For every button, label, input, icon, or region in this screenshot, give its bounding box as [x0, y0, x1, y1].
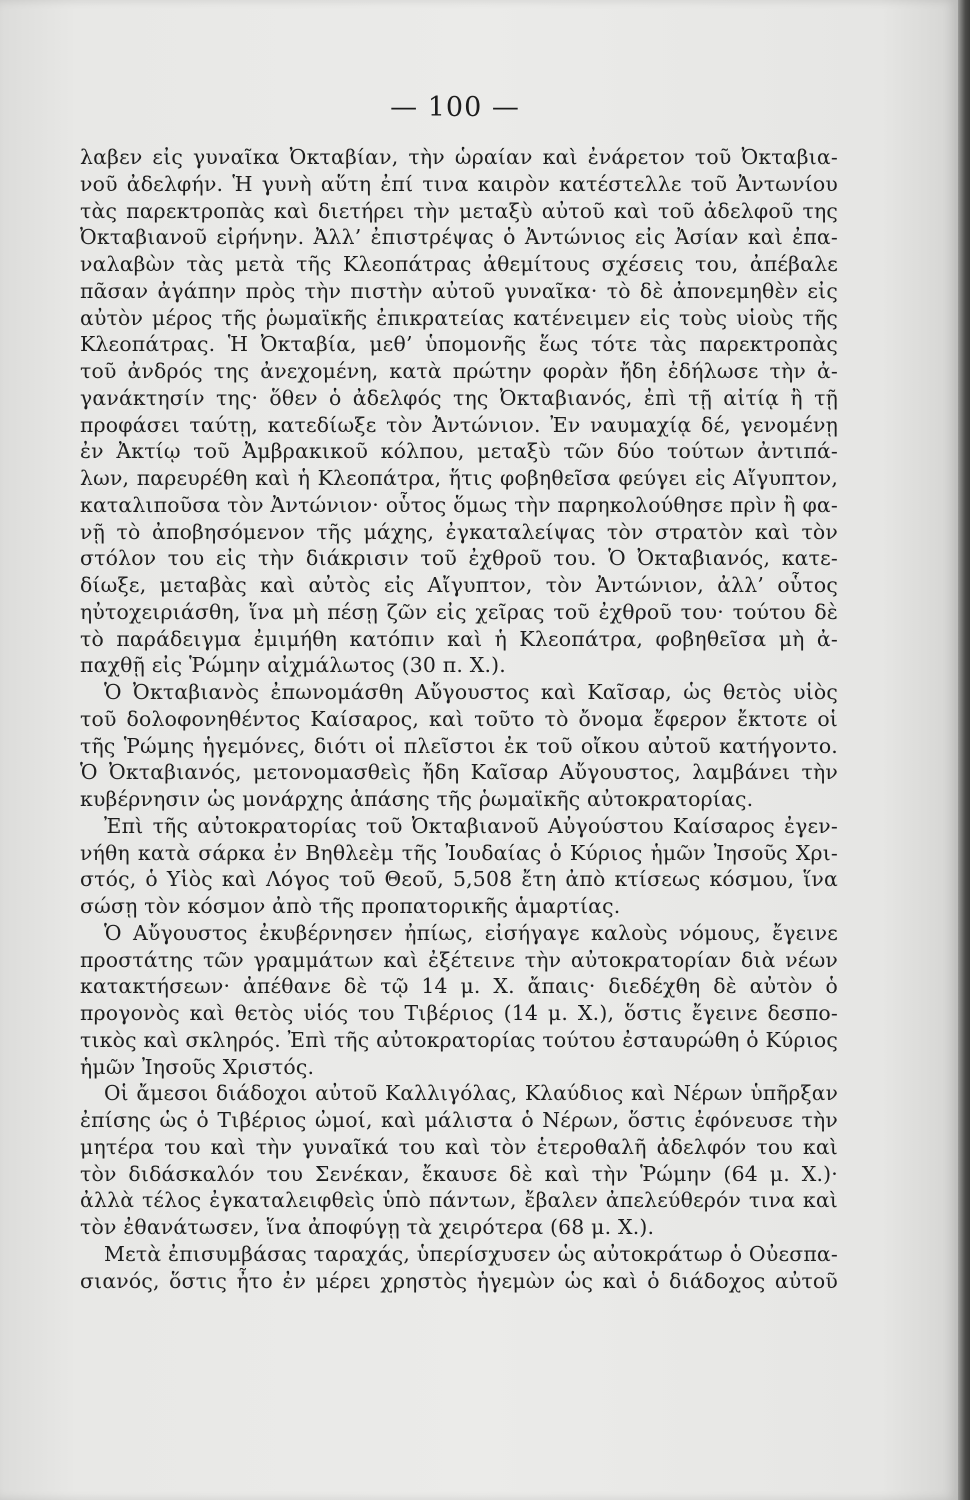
text-line: σιανός, ὅστις ἦτο ἐν μέρει χρηστὸς ἡγεμὼν ὡς καὶ ὁ διάδοχος αὐτοῦ — [80, 1268, 838, 1293]
text-line: Ὁ Ὀκταβιανός, μετονομασθεὶς ἤδη Καῖσαρ Αὔγουστος, λαμβάνει τὴν — [80, 760, 838, 785]
text-line: πᾶσαν ἀγάπην πρὸς τὴν πιστὴν αὐτοῦ γυναῖκα· τὸ δὲ ἀπονεμηθὲν εἰς — [80, 278, 838, 303]
text-line: προφάσει ταύτῃ, κατεδίωξε τὸν Ἀντώνιον. Ἐν ναυμαχίᾳ δέ, γενομένῃ — [80, 412, 838, 437]
text-line: αὐτὸν μέρος τῆς ῥωμαϊκῆς ἐπικρατείας κατένειμεν εἰς τοὺς υἱοὺς τῆς — [80, 305, 838, 330]
text-line: κυβέρνησιν ὡς μονάρχης ἁπάσης τῆς ῥωμαϊκῆς αὐτοκρατορίας. — [80, 787, 754, 811]
text-line: Οἱ ἄμεσοι διάδοχοι αὐτοῦ Καλλιγόλας, Κλαύδιος καὶ Νέρων ὑπῆρξαν — [104, 1081, 838, 1106]
text-line: τοῦ ἀνδρός της ἀνεχομένη, κατὰ πρώτην φορὰν ἤδη ἐδήλωσε τὴν ἀ- — [80, 359, 838, 383]
text-line: λων, παρευρέθη καὶ ἡ Κλεοπάτρα, ἥτις φοβηθεῖσα φεύγει εἰς Αἴγυπτον, — [80, 466, 838, 490]
body-text — [80, 144, 838, 1294]
text-line: κατακτήσεων· ἀπέθανε δὲ τῷ 14 μ. Χ. ἄπαις· διεδέχθη δὲ αὐτὸν ὁ — [80, 974, 838, 999]
text-line: προστάτης τῶν γραμμάτων καὶ ἐξέτεινε τὴν αὐτοκρατορίαν διὰ νέων — [80, 947, 838, 972]
text-line: Κλεοπάτρας. Ἡ Ὀκταβία, μεθ’ ὑπομονῆς ἕως τότε τὰς παρεκτροπὰς — [80, 332, 838, 357]
text-line: τῆς Ῥώμης ἡγεμόνες, διότι οἱ πλεῖστοι ἐκ τοῦ οἴκου αὐτοῦ κατήγοντο. — [80, 733, 838, 758]
text-line: παχθῇ εἰς Ῥώμην αἰχμάλωτος (30 π. Χ.). — [80, 653, 506, 678]
text-line: νήθη κατὰ σάρκα ἐν Βηθλεὲμ τῆς Ἰουδαίας ὁ Κύριος ἡμῶν Ἰησοῦς Χρι- — [80, 840, 838, 865]
book-edge-shadow — [958, 0, 970, 1500]
text-line: τὰς παρεκτροπὰς καὶ διετήρει τὴν μεταξὺ αὐτοῦ καὶ τοῦ ἀδελφοῦ της — [80, 198, 838, 223]
text-line: λαβεν εἰς γυναῖκα Ὀκταβίαν, τὴν ὡραίαν καὶ ἐνάρετον τοῦ Ὀκταβια- — [80, 145, 838, 169]
text-line: στός, ὁ Υἱὸς καὶ Λόγος τοῦ Θεοῦ, 5,508 ἔτη ἀπὸ κτίσεως κόσμου, ἵνα — [80, 867, 838, 892]
text-line: τικὸς καὶ σκληρός. Ἐπὶ τῆς αὐτοκρατορίας τούτου ἐσταυρώθη ὁ Κύριος — [80, 1027, 838, 1052]
text-line: ναλαβὼν τὰς μετὰ τῆς Κλεοπάτρας ἀθεμίτους σχέσεις του, ἀπέβαλε — [80, 252, 838, 276]
text-line: Ἐπὶ τῆς αὐτοκρατορίας τοῦ Ὀκταβιανοῦ Αὐγούστου Καίσαρος ἐγεν- — [104, 813, 838, 838]
text-line: τὸν ἐθανάτωσεν, ἵνα ἀποφύγῃ τὰ χειρότερα (68 μ. Χ.). — [80, 1215, 655, 1239]
text-line: νῇ τὸ ἀποβησόμενον τῆς μάχης, ἐγκαταλείψας τὸν στρατὸν καὶ τὸν — [80, 519, 838, 544]
text-line: ηὐτοχειριάσθη, ἵνα μὴ πέσῃ ζῶν εἰς χεῖρας τοῦ ἐχθροῦ του· τούτου δὲ — [80, 599, 838, 624]
text-line: ἡμῶν Ἰησοῦς Χριστός. — [80, 1054, 315, 1079]
text-line: νοῦ ἀδελφήν. Ἡ γυνὴ αὕτη ἐπί τινα καιρὸν κατέστελλε τοῦ Ἀντωνίου — [80, 171, 838, 196]
text-line: ἐν Ἀκτίῳ τοῦ Ἀμβρακικοῦ κόλπου, μεταξὺ τῶν δύο τούτων ἀντιπά- — [80, 439, 838, 464]
page-number: — 100 — — [390, 92, 520, 123]
text-line: στόλον του εἰς τὴν διάκρισιν τοῦ ἐχθροῦ του. Ὁ Ὀκταβιανός, κατε- — [80, 546, 838, 571]
text-line: Ὀκταβιανοῦ εἰρήνην. Ἀλλ’ ἐπιστρέψας ὁ Ἀντώνιος εἰς Ἀσίαν καὶ ἐπα- — [80, 225, 838, 250]
text-line: Μετὰ ἐπισυμβάσας ταραχάς, ὑπερίσχυσεν ὡς αὐτοκράτωρ ὁ Οὐεσπα- — [104, 1241, 838, 1266]
text-line: καταλιποῦσα τὸν Ἀντώνιον· οὗτος ὅμως τὴν παρηκολούθησε πρὶν ἢ φα- — [80, 492, 838, 517]
text-line: τοῦ δολοφονηθέντος Καίσαρος, καὶ τοῦτο τὸ ὄνομα ἔφερον ἔκτοτε οἱ — [80, 706, 838, 731]
text-line: δίωξε, μεταβὰς καὶ αὐτὸς εἰς Αἴγυπτον, τὸν Ἀντώνιον, ἀλλ’ οὗτος — [80, 573, 838, 597]
text-line: ἐπίσης ὡς ὁ Τιβέριος ὠμοί, καὶ μάλιστα ὁ Νέρων, ὅστις ἐφόνευσε τὴν — [80, 1108, 838, 1132]
text-line: τὸν διδάσκαλόν του Σενέκαν, ἔκαυσε δὲ καὶ τὴν Ῥώμην (64 μ. Χ.)· — [80, 1161, 838, 1186]
text-line: γανάκτησίν της· ὅθεν ὁ ἀδελφός της Ὀκταβιανός, ἐπὶ τῇ αἰτίᾳ ἢ τῇ — [80, 385, 838, 410]
text-line: μητέρα του καὶ τὴν γυναῖκά του καὶ τὸν ἑτεροθαλῆ ἀδελφόν του καὶ — [80, 1134, 838, 1159]
text-line: προγονὸς καὶ θετὸς υἱός του Τιβέριος (14 μ. Χ.), ὅστις ἔγεινε δεσπο- — [80, 1001, 838, 1025]
text-line: ἀλλὰ τέλος ἐγκαταλειφθεὶς ὑπὸ πάντων, ἔβαλεν ἀπελεύθερόν τινα καὶ — [80, 1188, 838, 1213]
text-line: τὸ παράδειγμα ἐμιμήθη κατόπιν καὶ ἡ Κλεοπάτρα, φοβηθεῖσα μὴ ἀ- — [80, 626, 838, 651]
text-line: Ὁ Αὔγουστος ἐκυβέρνησεν ἠπίως, εἰσήγαγε καλοὺς νόμους, ἔγεινε — [104, 920, 838, 945]
text-line: σώσῃ τὸν κόσμον ἀπὸ τῆς προπατορικῆς ἁμαρτίας. — [80, 894, 621, 918]
text-line: Ὁ Ὀκταβιανὸς ἐπωνομάσθη Αὔγουστος καὶ Καῖσαρ, ὡς θετὸς υἱὸς — [104, 680, 838, 704]
